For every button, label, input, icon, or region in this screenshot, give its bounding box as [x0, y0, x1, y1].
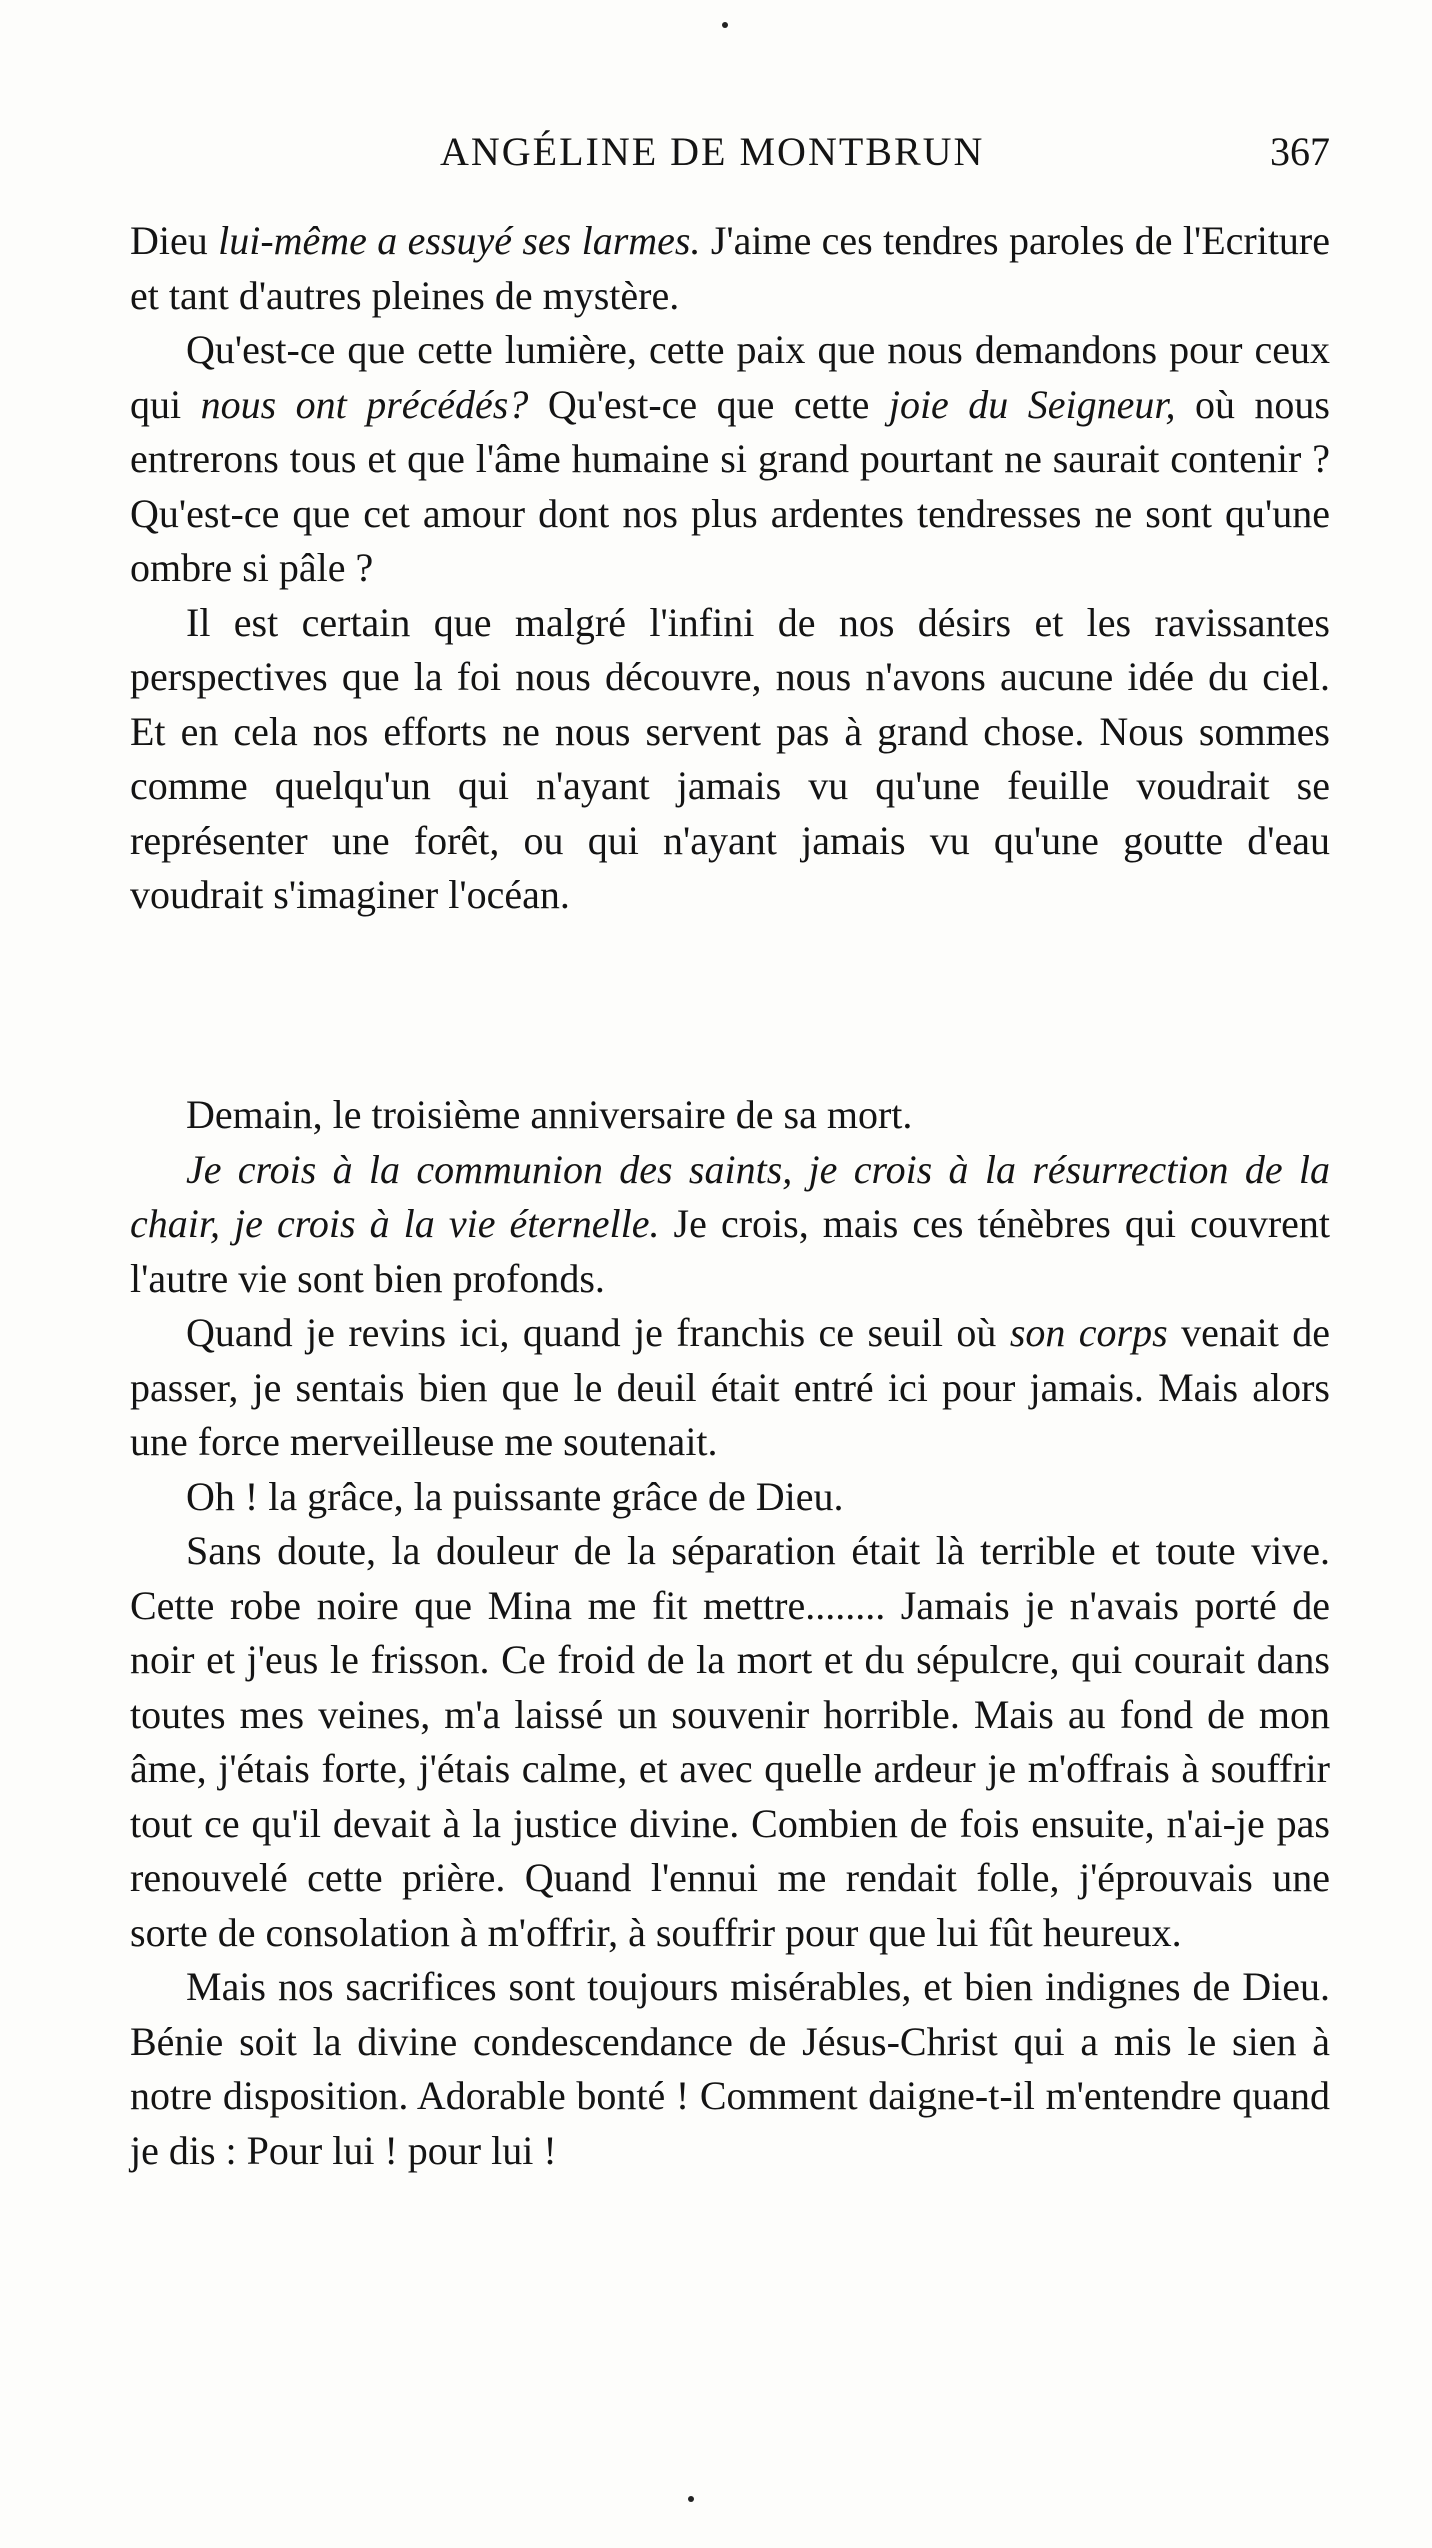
text-run: Oh ! la grâce, la puissante grâce de Dieu.	[186, 1473, 844, 1519]
italic-run: lui-même a essuyé ses larmes.	[218, 218, 701, 263]
text-run: Sans doute, la douleur de la séparation était là terrible et toute vive. Cette robe noire que Mina me fit mettre........ Jamais je n'avais porté de noir et j'eus le frisson. Ce froid de la mort et du sépulcre, qui courait dans toutes mes veines, m'a laissé un souvenir horrible. Mais au fond de mon âme, j'étais forte, j'étais calme, et avec quelle ardeur je m'offrais à souffrir tout ce qu'il devait à la justice divine. Combien de fois ensuite, n'ai-je pas renouvelé cette prière. Quand l'ennui me rendait folle, j'éprouvais une sorte de consolation à m'offrir, à souffrir pour que lui fût heureux.	[130, 1528, 1330, 1955]
text-block-upper	[130, 214, 1330, 923]
italic-run: nous ont précédés?	[200, 381, 529, 427]
text-run: Quand je revins ici, quand je franchis ce seuil où	[186, 1310, 1010, 1355]
page-header	[130, 128, 1330, 188]
paragraph-1	[130, 214, 1330, 323]
paragraph-7	[130, 1470, 1330, 1525]
italic-run: son corps	[1009, 1310, 1168, 1355]
italic-run: Je crois à la communion des saints, je crois à la résurrection de la chair, je crois à la vie éternelle.	[130, 1146, 1330, 1246]
italic-run: joie du Seigneur,	[888, 381, 1176, 427]
text-run: J'aime ces tendres paroles de l'Ecriture et tant d'autres pleines de mystère.	[130, 218, 1331, 318]
text-run: Qu'est-ce que cette	[528, 381, 889, 427]
paragraph-8	[130, 1524, 1330, 1960]
text-run: Mais nos sacrifices sont toujours misérables, et bien indignes de Dieu. Bénie soit la divine condescendance de Jésus-Christ qui a mis le sien à notre disposition. Adorable bonté ! Comment daigne-t-il m'entendre quand je dis : Pour lui ! pour lui !	[130, 1964, 1330, 2173]
text-run: venait de passer, je sentais bien que le deuil était entré ici pour jamais. Mais alors une force merveilleuse me soutenait.	[130, 1310, 1331, 1464]
running-title: ANGÉLINE DE MONTBRUN	[440, 129, 985, 174]
text-block-lower	[130, 1088, 1330, 2178]
paragraph-2	[130, 323, 1330, 596]
text-run: Demain, le troisième anniversaire de sa mort.	[186, 1092, 913, 1137]
paragraph-5	[130, 1143, 1330, 1307]
text-run: Dieu	[130, 218, 219, 263]
paragraph-3	[130, 596, 1330, 923]
text-run: où nous entrerons tous et que l'âme humaine si grand pourtant ne saurait contenir ? Qu'est-ce que cet amour dont nos plus ardentes tendresses ne sont qu'une ombre si pâle ?	[130, 381, 1330, 590]
print-speck	[688, 2496, 694, 2502]
paragraph-6	[130, 1306, 1330, 1470]
print-speck	[722, 22, 728, 28]
text-run: Il est certain que malgré l'infini de nos désirs et les ravissantes perspectives que la foi nous découvre, nous n'avons aucune idée du ciel. Et en cela nos efforts ne nous servent pas à grand chose. Nous sommes comme quelqu'un qui n'ayant jamais vu qu'une feuille voudrait se représenter une forêt, ou qui n'ayant jamais vu qu'une goutte d'eau voudrait s'imaginer l'océan.	[130, 599, 1330, 917]
paragraph-9	[130, 1960, 1330, 2178]
page-number: 367	[1270, 129, 1330, 174]
text-run: Qu'est-ce que cette lumière, cette paix que nous demandons pour ceux qui	[130, 327, 1330, 427]
text-run: Je crois, mais ces ténèbres qui couvrent l'autre vie sont bien profonds.	[130, 1201, 1331, 1301]
paragraph-4	[130, 1088, 1330, 1143]
